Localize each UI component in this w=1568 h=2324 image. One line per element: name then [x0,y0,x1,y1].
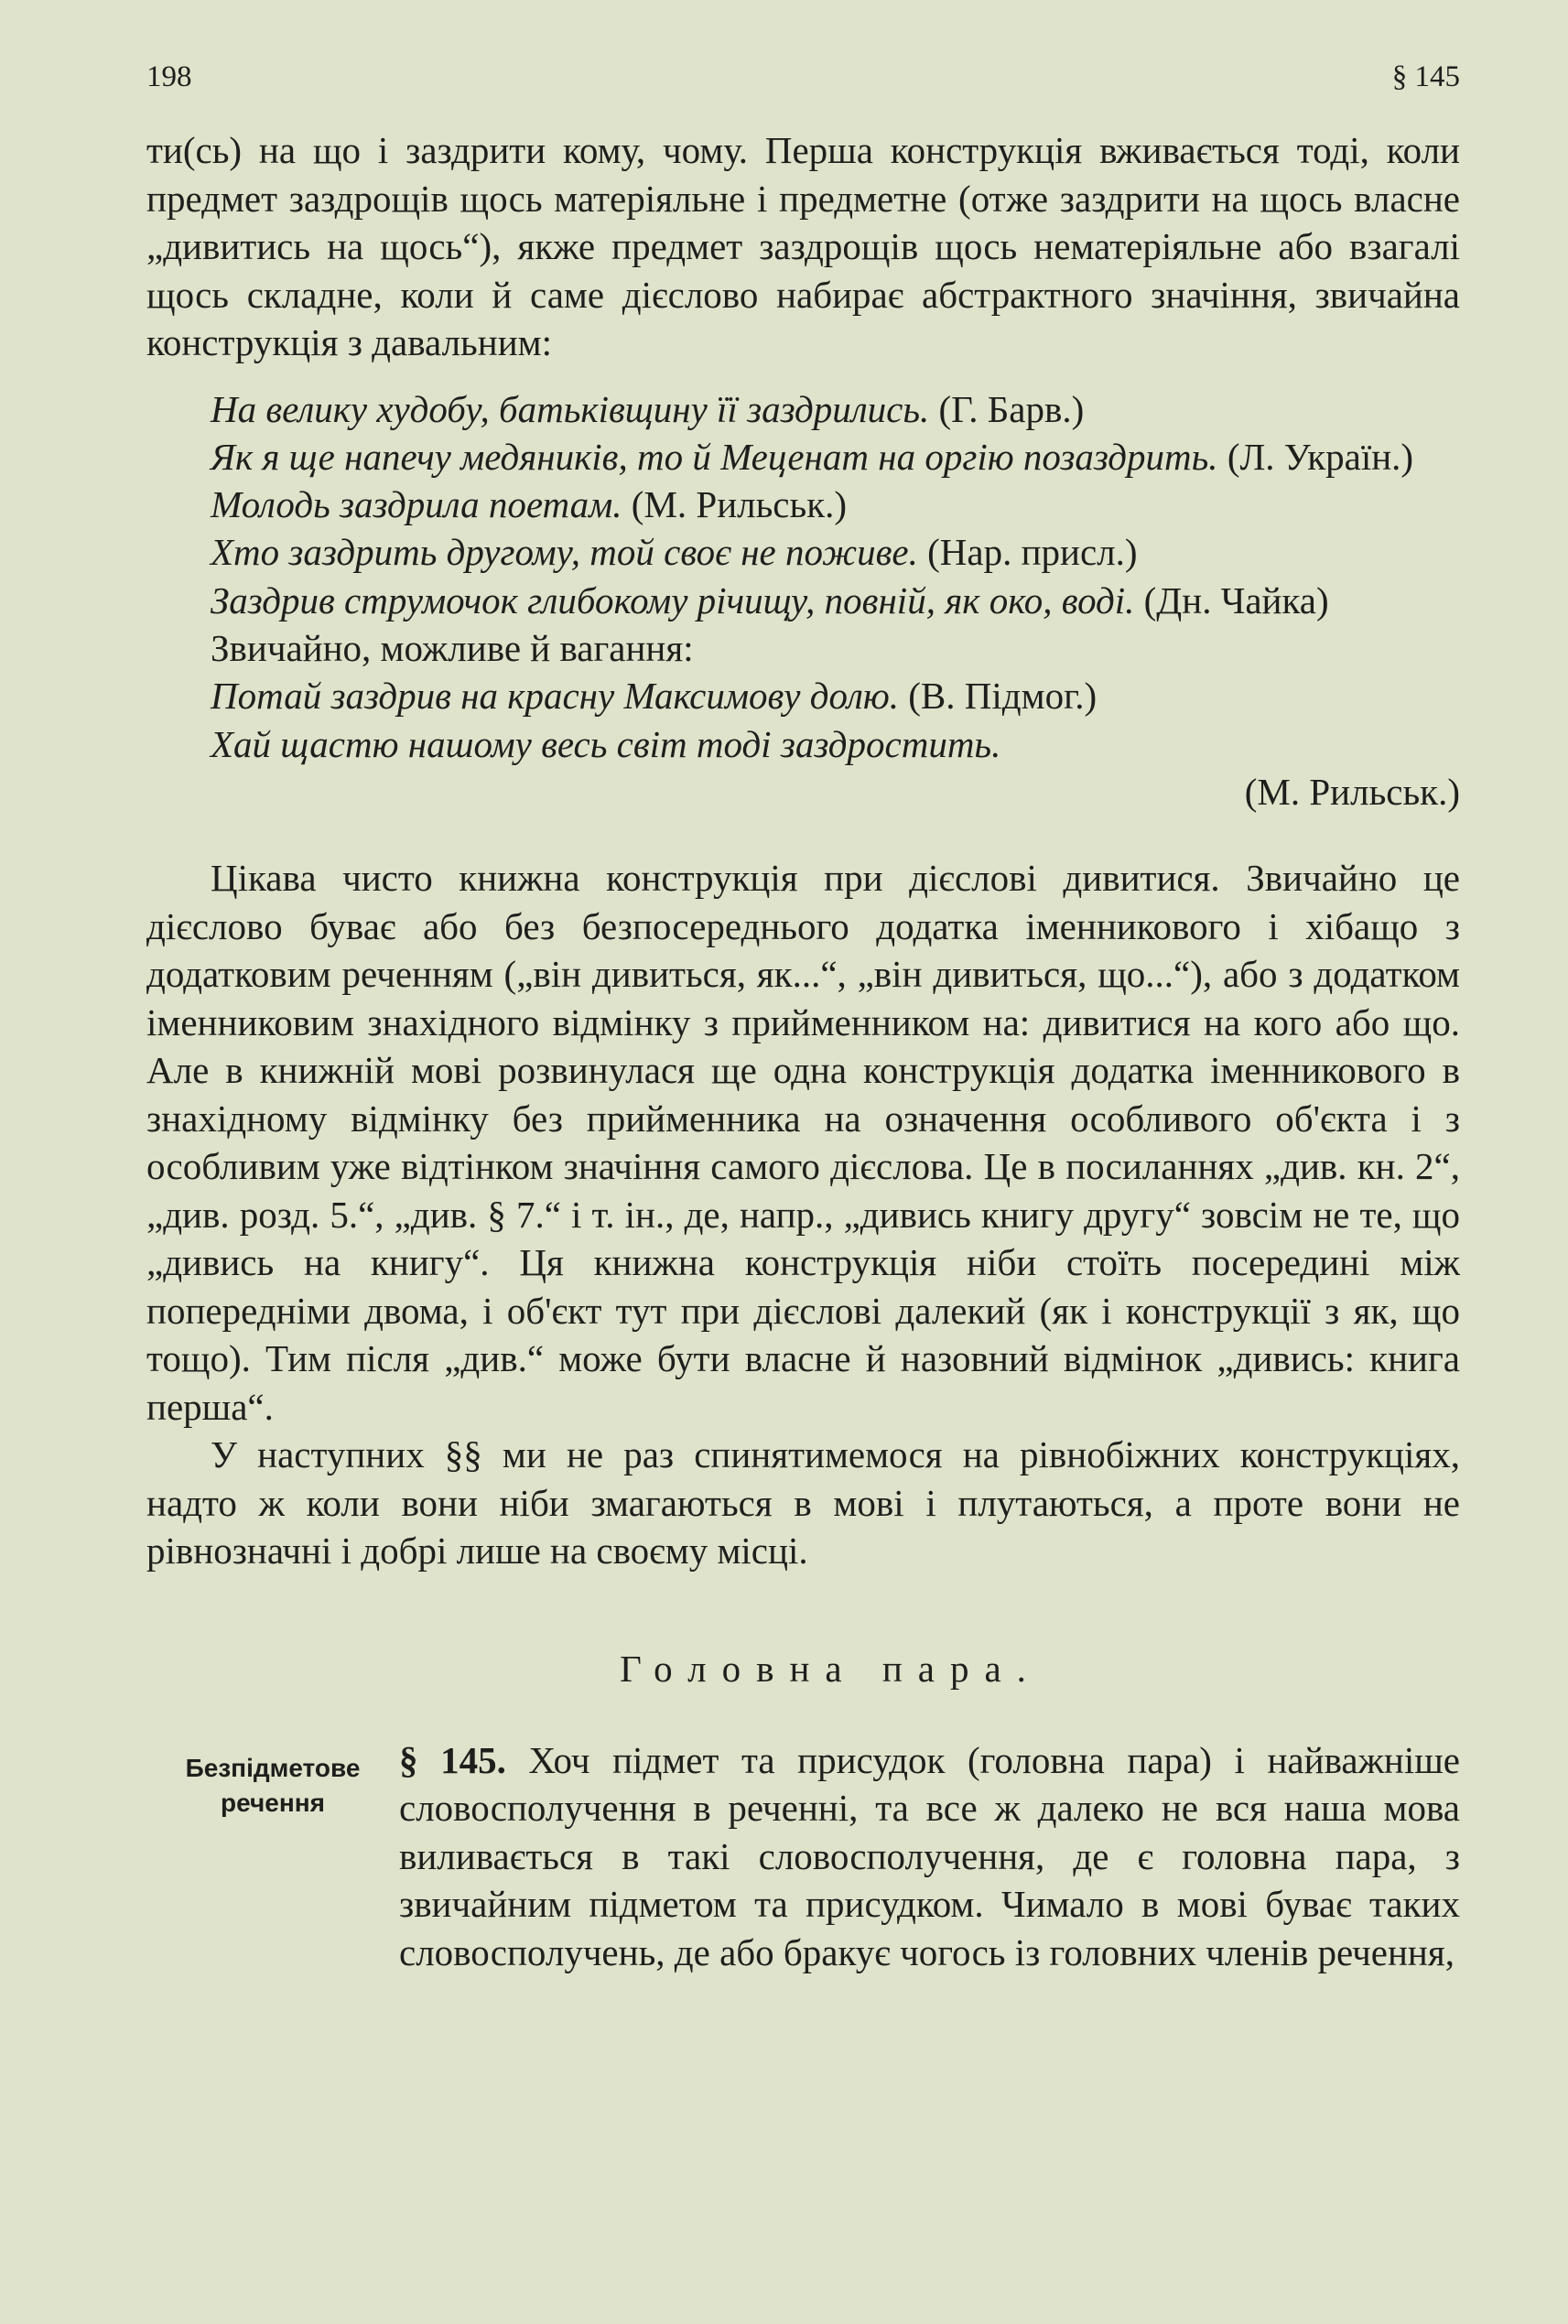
margin-note-line-2: речення [221,1788,325,1817]
quote-1: На велику худобу, батьківщину її заздрились. (Г. Барв.) [211,387,1085,430]
quote-7-source: (М. Рильськ.) [1244,770,1460,813]
section-145-body: Хоч підмет та присудок (головна пара) і найважніше словосполучення в реченні, та все ж далеко не вся наша мова виливається в такі словосполучення, де є головна пара, з звичайним підметом та присудком. Чимало в мові буває таких словосполучень, де або бракує чогось із головних членів речення, [399,1738,1461,1973]
quote-6: Потай заздрив на красну Максимову долю. (В. Підмог.) [211,675,1098,718]
margin-note-line-1: Безпідметове [185,1753,361,1782]
section-title: Головна пара. [620,1647,1042,1690]
quote-5: Заздрив струмочок глибокому річищу, повній, як око, воді. (Дн. Чайка) [211,578,1329,622]
hesitation-line: Звичайно, можливе й вагання: [211,626,694,669]
page-header [146,60,1460,94]
page-body [146,126,1460,1976]
page-number: 198 [146,60,192,93]
intro-paragraph: ти(сь) на що і заздрити кому, чому. Перша конструкція вживається тоді, коли предмет заздрощів щось матеріяльне і предметне (отже заздрити на щось власне „дивитись на щось“), якже предмет заздрощів щось нематеріяльне або взагалі щось складне, коли й саме дієслово набирає абстрактного значіння, звичайна конструкція з давальним: [146,129,1460,363]
section-145-number: § 145. [399,1738,506,1781]
section-145 [146,1736,1460,1977]
margin-note [146,1736,399,1821]
quote-block [146,385,1460,816]
quote-2: Як я ще напечу медяників, то й Меценат на оргію позаздрить. (Л. Україн.) [211,435,1414,478]
quote-7: Хай щастю нашому весь світ тоді заздростить. [211,722,1001,765]
section-marker: § 145 [1391,60,1460,93]
quote-4: Хто заздрить другому, той своє не поживе. (Нар. присл.) [211,531,1138,574]
paragraph-divytysia: Цікава чисто книжна конструкція при дієслові дивитися. Звичайно це дієслово буває або без безпосереднього додатка іменникового і хібащо з додатковим реченням („він дивиться, як...“, „він дивиться, що...“), або з додатком іменниковим знахідного відмінку з прийменником на: дивитися на кого або що. Але в книжній мові розвинулася ще одна конструкція додатка іменникового в знахідному відмінку без прийменника на означення особливого об'єкта і з особливим уже відтінком значіння самого дієслова. Це в посиланнях „див. кн. 2“, „див. розд. 5.“, „див. § 7.“ і т. ін., де, напр., „дивись книгу другу“ зовсім не те, що „дивись на книгу“. Ця книжна конструкція ніби стоїть посередині між попередніми двома, і об'єкт тут при дієслові далекий (як і конструкції з як, що тощо). Тим після „див.“ може бути власне й назовний відмінок „дивись: книга перша“. [146,857,1460,1428]
paragraph-next-sections: У наступних §§ ми не раз спинятимемося на рівнобіжних конструкціях, надто ж коли вони ніби змагаються в мові і плутаються, а проте вони не рівнозначні і добрі лише на своєму місці. [146,1433,1460,1573]
section-145-text [399,1736,1460,1977]
quote-3: Молодь заздрила поетам. (М. Рильськ.) [211,483,848,526]
